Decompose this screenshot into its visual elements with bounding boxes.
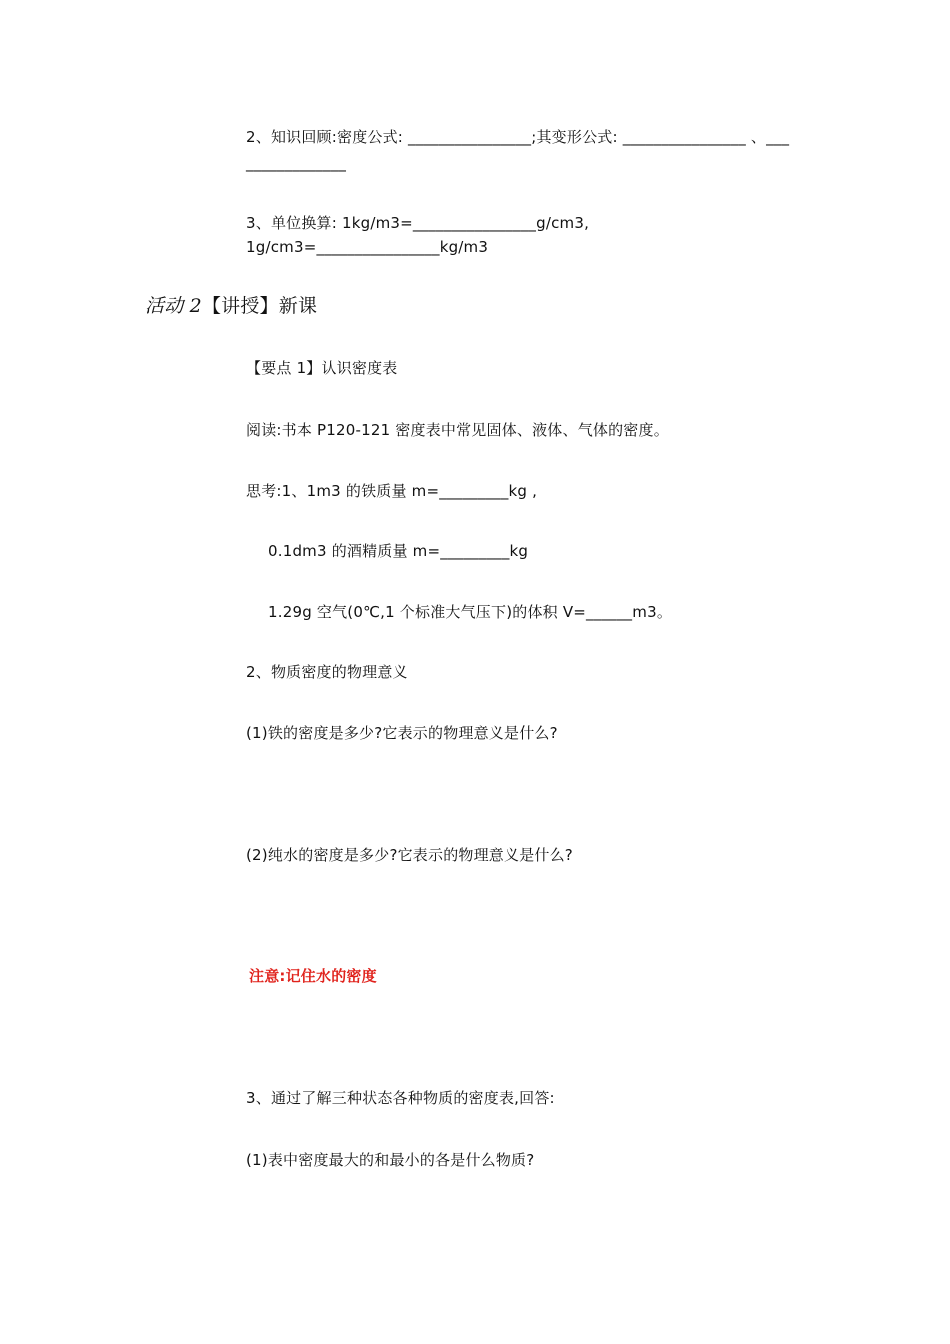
density-meaning-title: 2、物质密度的物理意义 — [246, 663, 408, 681]
water-density-note: 注意:记住水的密度 — [249, 967, 377, 985]
iron-density-question: (1)铁的密度是多少?它表示的物理意义是什么? — [246, 724, 558, 742]
unit-conversion-line-1: 3、单位换算: 1kg/m3=________________g/cm3, — [246, 214, 590, 232]
reading-instruction: 阅读:书本 P120-121 密度表中常见固体、液体、气体的密度。 — [246, 421, 669, 439]
formula-review-line: 2、知识回顾:密度公式: ________________;其变形公式: ________________ 、___ — [246, 128, 790, 146]
think-question-2: 0.1dm3 的酒精质量 m=_________kg — [268, 542, 529, 560]
formula-review-line-continued: _____________ — [246, 154, 347, 172]
point-1-title: 【要点 1】认识密度表 — [246, 359, 398, 377]
water-density-question: (2)纯水的密度是多少?它表示的物理意义是什么? — [246, 846, 573, 864]
max-min-density-question: (1)表中密度最大的和最小的各是什么物质? — [246, 1151, 535, 1169]
activity-2-heading — [145, 296, 317, 316]
activity-2-title: 【讲授】新课 — [201, 295, 318, 317]
think-question-3: 1.29g 空气(0℃,1 个标准大气压下)的体积 V=______m3。 — [268, 603, 673, 621]
unit-conversion-line-2: 1g/cm3=________________kg/m3 — [246, 238, 489, 256]
activity-2-label: 活动 2 — [145, 295, 202, 317]
density-table-question-title: 3、通过了解三种状态各种物质的密度表,回答: — [246, 1089, 555, 1107]
think-question-1: 思考:1、1m3 的铁质量 m=_________kg , — [246, 482, 538, 500]
